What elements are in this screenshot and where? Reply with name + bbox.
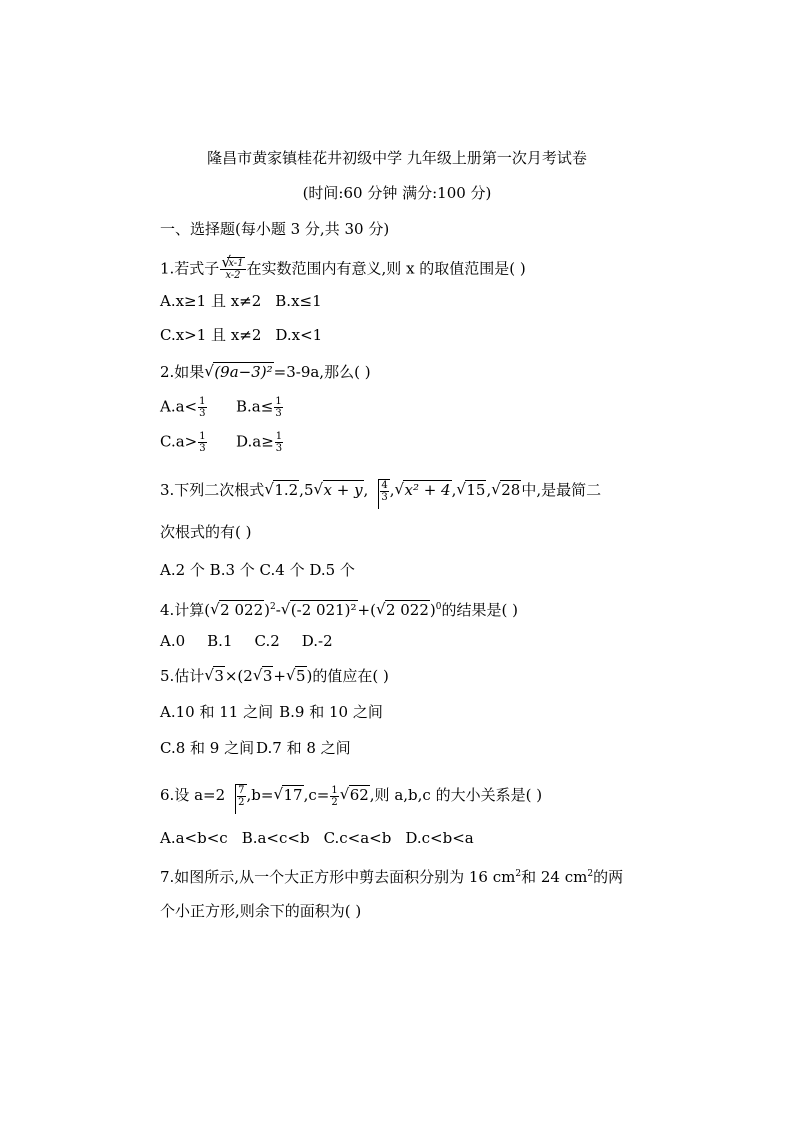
q1-pre: 1.若式子 xyxy=(160,259,220,278)
q4-option-d: D.-2 xyxy=(301,632,333,650)
question-6 xyxy=(160,784,542,808)
q4-options xyxy=(160,631,333,651)
q4-plus: +( xyxy=(357,601,376,619)
q6-option-a: A.a<b<c xyxy=(160,829,228,847)
question-1 xyxy=(160,258,526,281)
question-3: 3.下列二次根式√ 1.2,5√ x + y, $\frac{4}{3}$ ,√ x² + 4,√ 15,√ 28中,是最简二 xyxy=(160,479,601,503)
q3-r5: 15 xyxy=(466,481,486,499)
q3-r6: 28 xyxy=(501,481,521,499)
q1-options-row2 xyxy=(160,325,322,345)
question-4 xyxy=(160,597,518,620)
q2-d-num: 1 xyxy=(275,431,283,442)
q4-minus: - xyxy=(275,601,281,619)
q1-frac-den: x-2 xyxy=(225,270,241,281)
q4-e1: 2 xyxy=(269,602,276,612)
q7-line1-a: 7.如图所示,从一个大正方形中剪去面积分别为 16 cm xyxy=(160,868,516,886)
q1-option-b: B.x≤1 xyxy=(275,292,322,310)
q3-r3-num: 4 xyxy=(381,480,388,491)
q2-options-row2 xyxy=(160,431,284,454)
q4-option-c: C.2 xyxy=(254,632,280,650)
q1-frac-num: x-1 xyxy=(228,258,244,269)
q2-pre: 2.如果 xyxy=(160,363,205,381)
q2-a-den: 3 xyxy=(199,408,206,419)
q6-b-rad: 17 xyxy=(283,786,303,804)
q4-e2: 0 xyxy=(435,602,442,612)
q6-a-den: 2 xyxy=(238,797,245,808)
q5-options-row1 xyxy=(160,702,383,722)
q2-post: =3-9a,那么( ) xyxy=(273,363,371,381)
exam-info: (时间:60 分钟 满分:100 分) xyxy=(302,184,492,202)
section-heading: 一、选择题(每小题 3 分,共 30 分) xyxy=(160,220,390,238)
q6-a-num: 7 xyxy=(238,785,245,796)
q4-post: 的结果是( ) xyxy=(441,601,518,619)
q5-r2: 3 xyxy=(262,667,273,685)
q3-options: A.2 个 B.3 个 C.4 个 D.5 个 xyxy=(160,561,355,579)
q1-option-d: D.x<1 xyxy=(275,326,323,344)
q2-options-row1 xyxy=(160,396,284,419)
q1-option-c: C.x>1 且 x≠2 xyxy=(160,326,262,344)
q6-c-rad: 62 xyxy=(349,786,369,804)
q4-pre: 4.计算( xyxy=(160,601,211,619)
q6-c-pre: ,c= xyxy=(303,786,330,804)
q3-r4: x² + 4 xyxy=(404,481,451,499)
q7-sq1: 2 xyxy=(515,869,522,879)
q6-options xyxy=(160,828,474,848)
q4-r1: 2 022 xyxy=(220,601,264,619)
question-5 xyxy=(160,666,389,686)
q5-pre: 5.估计 xyxy=(160,667,205,685)
q2-option-a: A.a< xyxy=(160,397,198,416)
q3-post: 中,是最简二 xyxy=(521,481,602,499)
q3-line2: 次根式的有( ) xyxy=(160,523,252,541)
q5-plus: + xyxy=(273,667,286,685)
q6-c-den: 2 xyxy=(331,796,338,808)
q2-b-den: 3 xyxy=(275,408,282,419)
q7-line2: 个小正方形,则余下的面积为( ) xyxy=(160,902,362,920)
q7-line1-b: 和 24 cm xyxy=(521,868,588,886)
q5-options-row2 xyxy=(160,738,351,758)
q5-option-c: C.8 和 9 之间 xyxy=(160,739,255,757)
q4-p2: ) xyxy=(429,601,436,619)
q5-option-d: D.7 和 8 之间 xyxy=(256,739,351,757)
q2-option-c: C.a> xyxy=(160,432,198,451)
q2-option-b: B.a≤ xyxy=(236,397,274,416)
q4-r2: (-2 021)² xyxy=(290,601,357,619)
q4-r3: 2 022 xyxy=(385,601,429,619)
q4-option-a: A.0 xyxy=(160,632,186,650)
q3-r1: 1.2 xyxy=(274,481,299,499)
q5-post: )的值应在( ) xyxy=(306,667,389,685)
q1-fraction xyxy=(220,258,245,281)
q2-c-num: 1 xyxy=(199,431,206,442)
q6-pre: 6.设 a=2 xyxy=(160,786,226,804)
q7-line1-c: 的两 xyxy=(593,868,624,886)
q3-r2-coef: 5 xyxy=(303,481,314,499)
q4-option-b: B.1 xyxy=(207,632,233,650)
q2-a-num: 1 xyxy=(199,396,206,407)
page-title: 隆昌市黄家镇桂花井初级中学 九年级上册第一次月考试卷 xyxy=(207,149,587,167)
question-2 xyxy=(160,362,371,382)
q6-b-pre: ,b= xyxy=(246,786,274,804)
q3-r3-den: 3 xyxy=(381,492,388,503)
q2-c-den: 3 xyxy=(199,443,206,454)
q6-option-c: C.c<a<b xyxy=(323,829,392,847)
q6-c-num: 1 xyxy=(331,784,338,796)
q5-mid: ×(2 xyxy=(224,667,253,685)
q5-option-a: A.10 和 11 之间 xyxy=(160,703,274,721)
q6-option-d: D.c<b<a xyxy=(405,829,474,847)
q5-r1: 3 xyxy=(214,667,224,685)
q4-p1: ) xyxy=(264,601,270,619)
q2-radicand: (9a−3)² xyxy=(214,363,273,381)
q7-sq2: 2 xyxy=(587,869,594,879)
q5-r3: 5 xyxy=(295,667,306,685)
q2-option-d: D.a≥ xyxy=(236,432,274,451)
q2-radical xyxy=(204,362,273,382)
q6-post: ,则 a,b,c 的大小关系是( ) xyxy=(369,786,543,804)
question-7 xyxy=(160,864,623,887)
q1-post: 在实数范围内有意义,则 x 的取值范围是( ) xyxy=(246,259,526,278)
q1-option-a: A.x≥1 且 x≠2 xyxy=(160,292,262,310)
q2-b-num: 1 xyxy=(275,396,282,407)
q5-option-b: B.9 和 10 之间 xyxy=(279,703,383,721)
q2-d-den: 3 xyxy=(275,443,283,454)
q1-options-row1 xyxy=(160,291,322,311)
q3-pre: 3.下列二次根式 xyxy=(160,481,265,499)
q6-option-b: B.a<c<b xyxy=(241,829,310,847)
q3-r2: x + y xyxy=(323,481,363,499)
